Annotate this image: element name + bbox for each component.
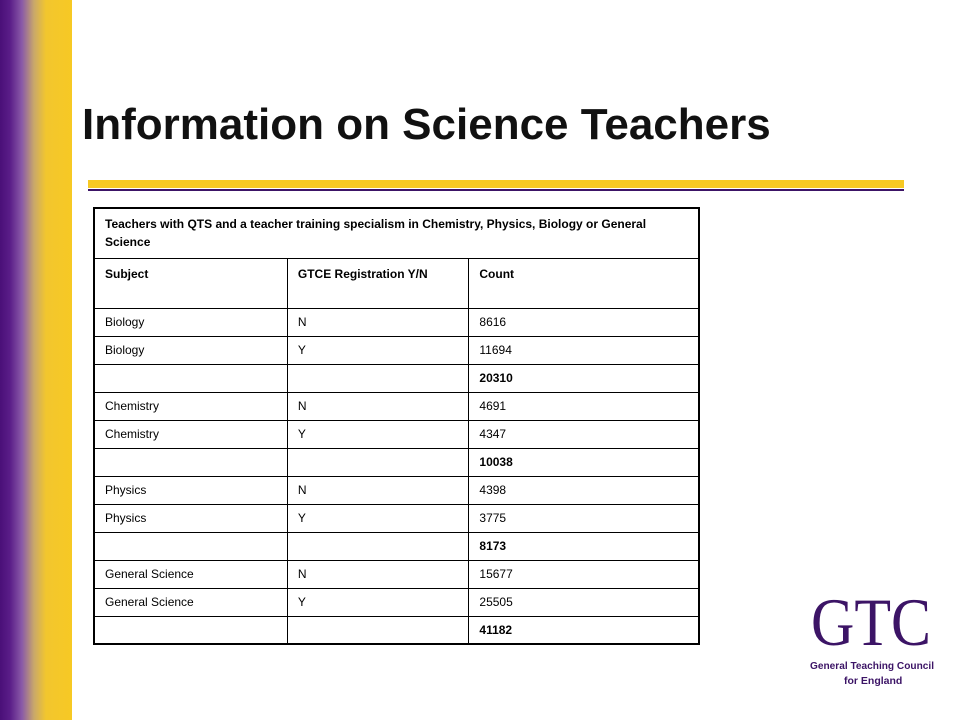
count-cell: 25505: [469, 588, 699, 616]
table-row: [94, 588, 699, 616]
table-caption-row: [94, 208, 699, 258]
registration-cell: N: [287, 476, 469, 504]
registration-cell: Y: [287, 336, 469, 364]
subject-cell: [94, 448, 287, 476]
count-cell: 11694: [469, 336, 699, 364]
table-row: [94, 336, 699, 364]
count-cell: 4691: [469, 392, 699, 420]
table-total-row: [94, 448, 699, 476]
subject-cell: Chemistry: [94, 420, 287, 448]
table-total-row: [94, 532, 699, 560]
table-total-row: [94, 616, 699, 644]
registration-cell: Y: [287, 588, 469, 616]
title-underline-purple: [88, 189, 904, 191]
column-header-subject: Subject: [94, 258, 287, 308]
registration-cell: N: [287, 308, 469, 336]
page-title: Information on Science Teachers: [82, 100, 771, 149]
table-row: [94, 392, 699, 420]
subject-cell: General Science: [94, 588, 287, 616]
table-row: [94, 476, 699, 504]
title-underline-gold: [88, 180, 904, 188]
count-cell: 20310: [469, 364, 699, 392]
subject-cell: [94, 364, 287, 392]
count-cell: 8173: [469, 532, 699, 560]
subject-cell: [94, 616, 287, 644]
subject-cell: Biology: [94, 308, 287, 336]
registration-cell: [287, 616, 469, 644]
registration-cell: [287, 448, 469, 476]
count-cell: 4398: [469, 476, 699, 504]
count-cell: 8616: [469, 308, 699, 336]
subject-cell: Physics: [94, 504, 287, 532]
subject-cell: Chemistry: [94, 392, 287, 420]
count-cell: 15677: [469, 560, 699, 588]
table-caption: Teachers with QTS and a teacher training specialism in Chemistry, Physics, Biology or General Science: [94, 208, 699, 258]
table-row: [94, 420, 699, 448]
table-row: [94, 504, 699, 532]
decorative-side-bar: [0, 0, 72, 720]
count-cell: 4347: [469, 420, 699, 448]
table-row: [94, 560, 699, 588]
count-cell: 41182: [469, 616, 699, 644]
logo-letters: GTC: [811, 585, 931, 660]
science-teachers-table: [93, 207, 700, 645]
subject-cell: General Science: [94, 560, 287, 588]
table-total-row: [94, 364, 699, 392]
registration-cell: N: [287, 392, 469, 420]
subject-cell: Biology: [94, 336, 287, 364]
registration-cell: [287, 364, 469, 392]
logo-line-1: General Teaching Council: [810, 660, 935, 672]
registration-cell: N: [287, 560, 469, 588]
column-header-registration: GTCE Registration Y/N: [287, 258, 469, 308]
count-cell: 10038: [469, 448, 699, 476]
count-cell: 3775: [469, 504, 699, 532]
table-row: [94, 308, 699, 336]
subject-cell: Physics: [94, 476, 287, 504]
table-header-row: [94, 258, 699, 308]
column-header-count: Count: [469, 258, 699, 308]
gtc-logo: [808, 585, 938, 690]
registration-cell: [287, 532, 469, 560]
logo-line-2: for England: [844, 675, 903, 687]
subject-cell: [94, 532, 287, 560]
registration-cell: Y: [287, 420, 469, 448]
registration-cell: Y: [287, 504, 469, 532]
